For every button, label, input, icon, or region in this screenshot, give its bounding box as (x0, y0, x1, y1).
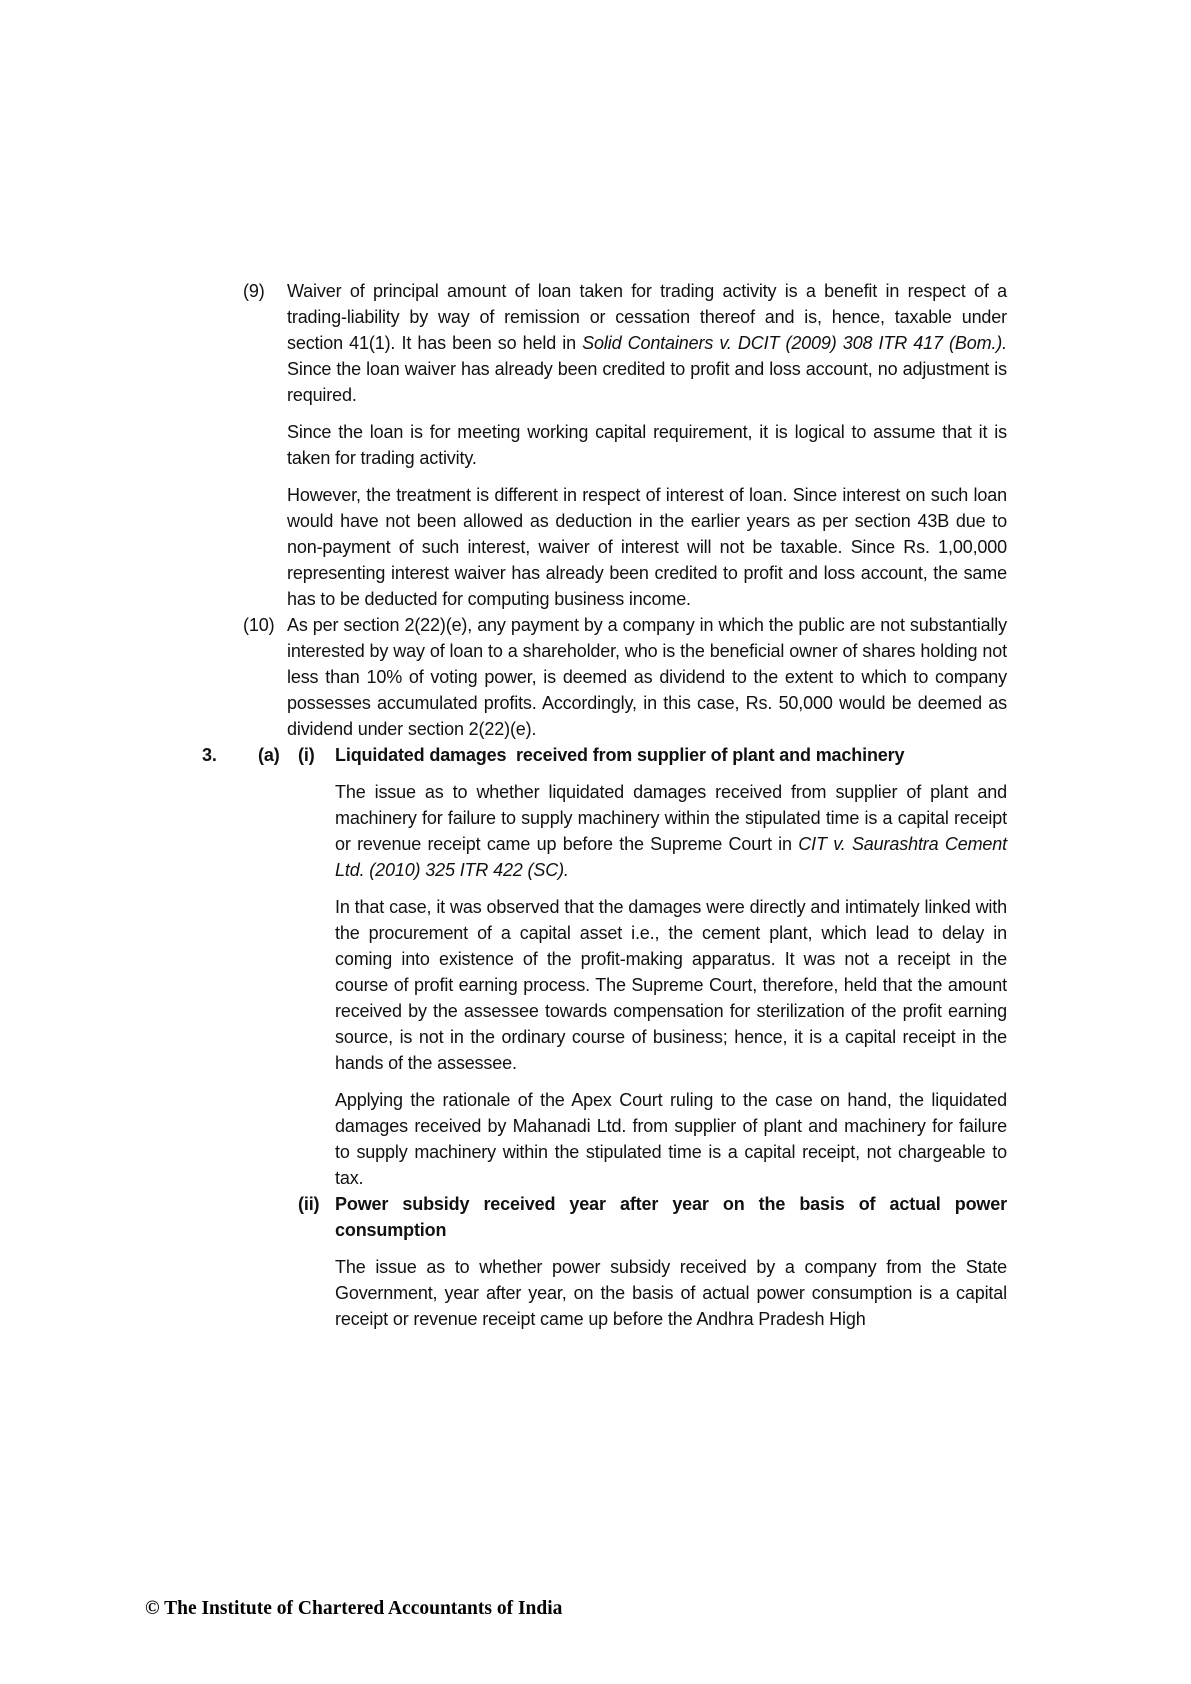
subsection-heading: Power subsidy received year after year on the basis of actual power consumption (335, 1194, 1007, 1240)
part-label: (a) (258, 745, 280, 765)
item-body (287, 612, 1007, 742)
paragraph: Applying the rationale of the Apex Court ruling to the case on hand, the liquidated damages received by Mahanadi Ltd. from supplier of plant and machinery for failure to supply machinery within the stipulated time is a capital receipt, not chargeable to tax. (335, 1090, 1007, 1188)
subsection-body (335, 742, 1007, 1191)
subsection-body (335, 1191, 1007, 1332)
subsection-i (298, 742, 1007, 1191)
paragraph: Waiver of principal amount of loan taken for trading activity is a benefit in respect of a trading-liability by way of remission or cessation thereof and is, hence, taxable under section 41(1). It has been so held in Solid Containers v. DCIT (2009) 308 ITR 417 (Bom.). Since the loan waiver has already been credited to profit and loss account, no adjustment is required. (287, 281, 1008, 405)
item-number: (9) (243, 281, 265, 301)
paragraph: However, the treatment is different in respect of interest of loan. Since interest on such loan would have not been allowed as deduction in the earlier years as per section 43B due to non-payment of such interest, waiver of interest will not be taxable. Since Rs. 1,00,000 representing interest waiver has already been credited to profit and loss account, the same has to be deducted for computing business income. (287, 485, 1007, 609)
copyright-footer: © The Institute of Chartered Accountants of India (145, 1598, 563, 1619)
subsection-ii (298, 1191, 1007, 1332)
paragraph: Since the loan is for meeting working capital requirement, it is logical to assume that it is taken for trading activity. (287, 422, 1007, 468)
subsection-label: (ii) (298, 1194, 320, 1214)
item-number: (10) (243, 615, 275, 635)
paragraph: The issue as to whether power subsidy received by a company from the State Government, year after year, on the basis of actual power consumption is a capital receipt or revenue receipt came up before the Andhra Pradesh High (335, 1257, 1007, 1329)
subsection-heading: Liquidated damages received from supplier of plant and machinery (335, 745, 905, 765)
question-3 (202, 742, 1007, 1332)
paragraph: In that case, it was observed that the damages were directly and intimately linked with the procurement of a capital asset i.e., the cement plant, which lead to delay in coming into existence of the profit-making apparatus. It was not a receipt in the course of profit earning process. The Supreme Court, therefore, held that the amount received by the assessee towards compensation for sterilization of the profit earning source, is not in the ordinary course of business; hence, it is a capital receipt in the hands of the assessee. (335, 897, 1007, 1073)
answer-item-9 (243, 278, 1007, 612)
question-number: 3. (202, 745, 217, 765)
subsection-label: (i) (298, 745, 315, 765)
answer-item-10 (243, 612, 1007, 742)
paragraph: The issue as to whether liquidated damages received from supplier of plant and machinery for failure to supply machinery within the stipulated time is a capital receipt or revenue receipt came up before the Supreme Court in CIT v. Saurashtra Cement Ltd. (2010) 325 ITR 422 (SC). (335, 782, 1008, 880)
part-body (298, 742, 1007, 1332)
paragraph: As per section 2(22)(e), any payment by a company in which the public are not substantially interested by way of loan to a shareholder, who is the beneficial owner of shares holding not less than 10% of voting power, is deemed as dividend to the extent to which to company possesses accumulated profits. Accordingly, in this case, Rs. 50,000 would be deemed as dividend under section 2(22)(e). (287, 615, 1007, 739)
item-body (287, 278, 1007, 612)
document-body (202, 278, 1007, 1332)
